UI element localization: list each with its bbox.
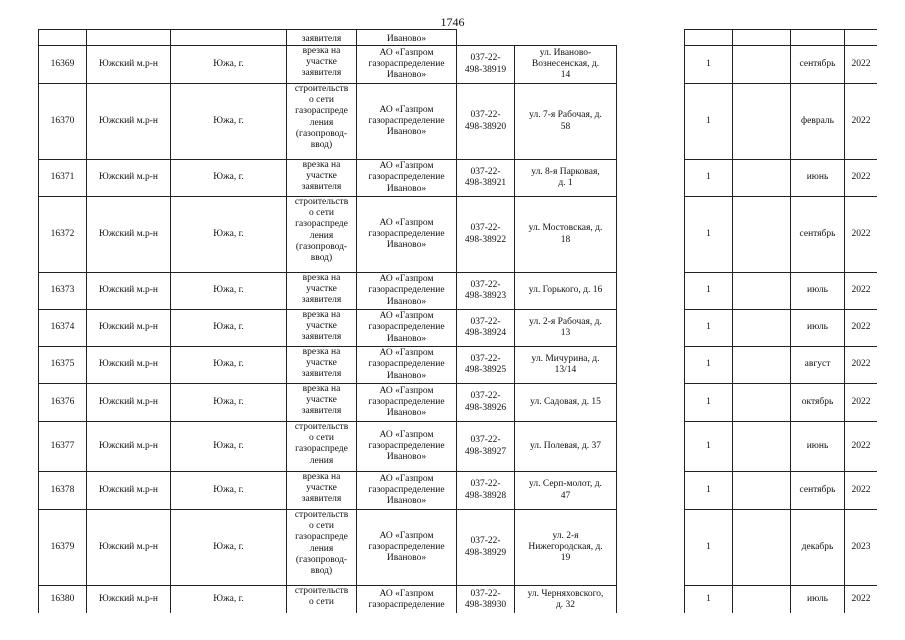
cell-year: 2022 (845, 422, 878, 472)
cell-num: 16379 (39, 510, 87, 586)
cell-address: ул. 8-я Парковая, д. 1 (515, 160, 617, 197)
cell-work-type: врезка на участке заявителя (287, 310, 357, 347)
cell-year: 2022 (845, 384, 878, 422)
cell-num (39, 30, 87, 46)
cell-organization: АО «Газпром газораспределение Иваново» (357, 84, 457, 160)
cell-code: 037-22- 498-38920 (457, 84, 515, 160)
cell-gap (617, 30, 685, 46)
cell-address: ул. 7-я Рабочая, д. 58 (515, 84, 617, 160)
cell-gap (617, 384, 685, 422)
cell-num: 16369 (39, 46, 87, 84)
cell-gap (617, 472, 685, 510)
cell-qty: 1 (685, 46, 733, 84)
cell-extra (733, 510, 791, 586)
cell-city: Южа, г. (171, 510, 287, 586)
cell-year: 2022 (845, 160, 878, 197)
cell-extra (733, 422, 791, 472)
cell-year: 2022 (845, 472, 878, 510)
cell-extra (733, 30, 791, 46)
cell-num: 16380 (39, 586, 87, 614)
cell-month: февраль (791, 84, 845, 160)
cell-organization: АО «Газпром газораспределение Иваново» (357, 472, 457, 510)
cell-gap (617, 160, 685, 197)
cell-city: Южа, г. (171, 472, 287, 510)
cell-address: ул. Полевая, д. 37 (515, 422, 617, 472)
cell-organization: АО «Газпром газораспределение Иваново» (357, 197, 457, 273)
cell-code: 037-22- 498-38919 (457, 46, 515, 84)
cell-year: 2022 (845, 273, 878, 310)
cell-address: ул. Садовая, д. 15 (515, 384, 617, 422)
cell-work-type: строительств о сети газораспреде ления (газопровод- ввод) (287, 510, 357, 586)
table-row (39, 472, 878, 510)
cell-district: Южский м.р-н (87, 384, 171, 422)
cell-district: Южский м.р-н (87, 347, 171, 384)
cell-city: Южа, г. (171, 197, 287, 273)
cell-num: 16378 (39, 472, 87, 510)
cell-work-type: врезка на участке заявителя (287, 273, 357, 310)
cell-gap (617, 586, 685, 614)
cell-gap (617, 46, 685, 84)
table-row (39, 422, 878, 472)
cell-code: 037-22- 498-38922 (457, 197, 515, 273)
cell-extra (733, 197, 791, 273)
cell-month: июнь (791, 160, 845, 197)
cell-address: ул. Мичурина, д. 13/14 (515, 347, 617, 384)
cell-city: Южа, г. (171, 46, 287, 84)
cell-extra (733, 472, 791, 510)
cell-month: июль (791, 273, 845, 310)
cell-work-type: врезка на участке заявителя (287, 472, 357, 510)
cell-extra (733, 160, 791, 197)
cell-extra (733, 46, 791, 84)
cell-district: Южский м.р-н (87, 310, 171, 347)
cell-extra (733, 310, 791, 347)
table-row (39, 347, 878, 384)
cell-num: 16372 (39, 197, 87, 273)
cell-code: 037-22- 498-38921 (457, 160, 515, 197)
cell-organization: Иваново» (357, 30, 457, 46)
continued-row (39, 30, 878, 46)
cell-code: 037-22- 498-38924 (457, 310, 515, 347)
gas-connection-registry-table (38, 29, 877, 613)
cell-year: 2022 (845, 586, 878, 614)
cell-num: 16374 (39, 310, 87, 347)
cell-work-type: заявителя (287, 30, 357, 46)
cell-qty: 1 (685, 422, 733, 472)
cell-month: сентябрь (791, 197, 845, 273)
cell-num: 16376 (39, 384, 87, 422)
cell-work-type: врезка на участке заявителя (287, 384, 357, 422)
cell-code: 037-22- 498-38926 (457, 384, 515, 422)
cell-extra (733, 586, 791, 614)
cell-work-type: врезка на участке заявителя (287, 160, 357, 197)
cell-organization: АО «Газпром газораспределение Иваново» (357, 510, 457, 586)
cell-city: Южа, г. (171, 160, 287, 197)
cell-extra (733, 347, 791, 384)
cell-address: ул. Мостовская, д. 18 (515, 197, 617, 273)
cell-city: Южа, г. (171, 422, 287, 472)
cell-work-type: строительств о сети газораспреде ления (газопровод- ввод) (287, 84, 357, 160)
cell-extra (733, 84, 791, 160)
cell-year: 2022 (845, 310, 878, 347)
cell-gap (617, 510, 685, 586)
cell-organization: АО «Газпром газораспределение Иваново» (357, 422, 457, 472)
cell-code: 037-22- 498-38927 (457, 422, 515, 472)
cell-district: Южский м.р-н (87, 46, 171, 84)
cell-month: июнь (791, 422, 845, 472)
cell-district: Южский м.р-н (87, 197, 171, 273)
cell-organization: АО «Газпром газораспределение Иваново» (357, 384, 457, 422)
cell-gap (617, 347, 685, 384)
cell-code: 037-22- 498-38925 (457, 347, 515, 384)
cell-code: 037-22- 498-38928 (457, 472, 515, 510)
cell-city: Южа, г. (171, 347, 287, 384)
table-row (39, 310, 878, 347)
cell-month: сентябрь (791, 46, 845, 84)
cell-year: 2022 (845, 84, 878, 160)
cell-district: Южский м.р-н (87, 472, 171, 510)
cell-code: 037-22- 498-38923 (457, 273, 515, 310)
cell-month: июль (791, 586, 845, 614)
cell-district: Южский м.р-н (87, 160, 171, 197)
cell-num: 16377 (39, 422, 87, 472)
cell-city: Южа, г. (171, 273, 287, 310)
table-row (39, 510, 878, 586)
cell-work-type: строительств о сети (287, 586, 357, 614)
cell-num: 16371 (39, 160, 87, 197)
cell-code: 037-22- 498-38930 (457, 586, 515, 614)
cell-qty: 1 (685, 586, 733, 614)
cell-address: ул. Горького, д. 16 (515, 273, 617, 310)
cell-qty: 1 (685, 510, 733, 586)
cell-year: 2022 (845, 347, 878, 384)
cell-extra (733, 273, 791, 310)
cell-organization: АО «Газпром газораспределение Иваново» (357, 310, 457, 347)
cell-organization: АО «Газпром газораспределение Иваново» (357, 347, 457, 384)
cell-organization: АО «Газпром газораспределение Иваново» (357, 160, 457, 197)
cell-year: 2022 (845, 46, 878, 84)
table-row (39, 46, 878, 84)
cell-district: Южский м.р-н (87, 586, 171, 614)
cell-organization: АО «Газпром газораспределение (357, 586, 457, 614)
cell-district: Южский м.р-н (87, 422, 171, 472)
cell-qty: 1 (685, 160, 733, 197)
cell-address: ул. 2-я Рабочая, д. 13 (515, 310, 617, 347)
cell-code: 037-22- 498-38929 (457, 510, 515, 586)
cell-qty: 1 (685, 197, 733, 273)
table-row (39, 384, 878, 422)
cell-month: июль (791, 310, 845, 347)
table-row (39, 586, 878, 614)
cell-district: Южский м.р-н (87, 510, 171, 586)
cell-address: ул. Серп-молот, д. 47 (515, 472, 617, 510)
cell-city: Южа, г. (171, 310, 287, 347)
cell-month: декабрь (791, 510, 845, 586)
cell-gap (617, 197, 685, 273)
cell-qty: 1 (685, 347, 733, 384)
cell-year: 2022 (845, 197, 878, 273)
cell-city: Южа, г. (171, 384, 287, 422)
cell-qty: 1 (685, 273, 733, 310)
cell-qty: 1 (685, 84, 733, 160)
cell-gap (617, 84, 685, 160)
table-row (39, 84, 878, 160)
cell-num: 16373 (39, 273, 87, 310)
cell-year (845, 30, 878, 46)
table-row (39, 197, 878, 273)
cell-city: Южа, г. (171, 586, 287, 614)
cell-qty: 1 (685, 310, 733, 347)
cell-month (791, 30, 845, 46)
table-row (39, 160, 878, 197)
cell-gap (617, 310, 685, 347)
cell-address (515, 30, 617, 46)
cell-num: 16375 (39, 347, 87, 384)
cell-gap (617, 422, 685, 472)
cell-district (87, 30, 171, 46)
cell-address: ул. Черняховского, д. 32 (515, 586, 617, 614)
cell-work-type: врезка на участке заявителя (287, 347, 357, 384)
cell-code (457, 30, 515, 46)
cell-address: ул. 2-я Нижегородская, д. 19 (515, 510, 617, 586)
cell-work-type: врезка на участке заявителя (287, 46, 357, 84)
cell-extra (733, 384, 791, 422)
cell-month: август (791, 347, 845, 384)
cell-month: октябрь (791, 384, 845, 422)
cell-qty: 1 (685, 384, 733, 422)
cell-city (171, 30, 287, 46)
cell-gap (617, 273, 685, 310)
cell-district: Южский м.р-н (87, 84, 171, 160)
table-row (39, 273, 878, 310)
cell-district: Южский м.р-н (87, 273, 171, 310)
registry-table-wrapper (38, 29, 877, 613)
table-body (39, 30, 878, 614)
cell-qty (685, 30, 733, 46)
cell-qty: 1 (685, 472, 733, 510)
cell-address: ул. Иваново- Вознесенская, д. 14 (515, 46, 617, 84)
cell-num: 16370 (39, 84, 87, 160)
cell-city: Южа, г. (171, 84, 287, 160)
cell-work-type: строительств о сети газораспреде ления (газопровод- ввод) (287, 197, 357, 273)
cell-organization: АО «Газпром газораспределение Иваново» (357, 273, 457, 310)
cell-work-type: строительств о сети газораспреде ления (287, 422, 357, 472)
cell-organization: АО «Газпром газораспределение Иваново» (357, 46, 457, 84)
page-number: 1746 (440, 15, 465, 29)
cell-month: сентябрь (791, 472, 845, 510)
cell-year: 2023 (845, 510, 878, 586)
